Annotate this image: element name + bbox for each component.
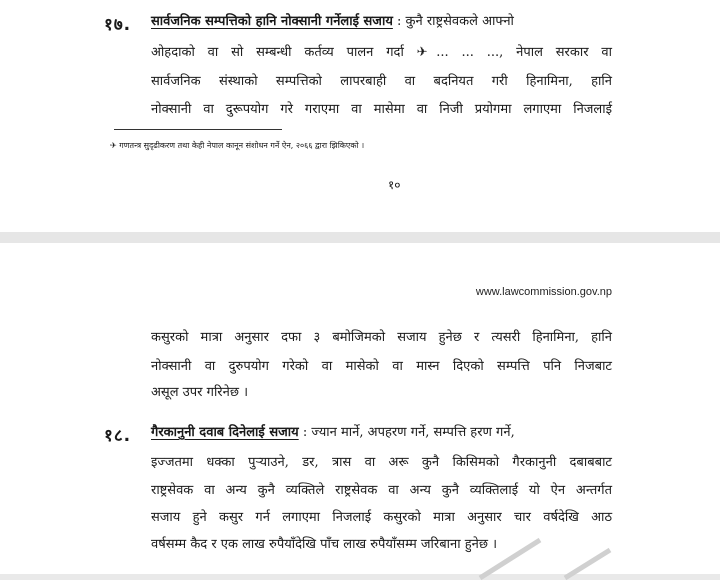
section-17-line-4: नोक्सानी वा दुरूपयोग गरे गराएमा वा मासेमा वा निजी प्रयोगमा लगाएमा निजलाई bbox=[151, 102, 612, 117]
section-18-number: १८. bbox=[104, 426, 132, 446]
continuation-line-2: नोक्सानी वा दुरुपयोग गरेको वा मासेको वा मास्न दिएको सम्पत्ति पनि निजबाट bbox=[151, 359, 612, 374]
continuation-line-3: असूल उपर गरिनेछ । bbox=[151, 385, 249, 400]
section-18-line-2: इज्जतमा धक्का पुऱ्याउने, डर, त्रास वा अरू कुनै किसिमको गैरकानुनी दबाबबाट bbox=[151, 455, 612, 470]
section-18-line-4: सजाय हुने कसुर गर्न लगाएमा निजलाई कसुरको मात्रा अनुसार चार वर्षदेखि आठ bbox=[151, 510, 612, 525]
section-18-first-line bbox=[151, 424, 612, 442]
section-17-line-3: सार्वजनिक संस्थाको सम्पत्तिको लापरबाही वा बदनियत गरी हिनामिना, हानि bbox=[151, 74, 612, 89]
section-18-line-3: राष्ट्रसेवक वा अन्य कुनै व्यक्तिले राष्ट्रसेवक वा अन्य कुनै व्यक्तिलाई यो ऐन अन्तर्गत bbox=[151, 483, 612, 498]
section-18-heading: गैरकानुनी दवाब दिनेलाई सजाय bbox=[151, 425, 299, 440]
section-18-line-5: वर्षसम्म कैद र एक लाख रुपैयाँदेखि पाँच लाख रुपैयाँसम्म जरिबाना हुनेछ । bbox=[151, 537, 498, 552]
section-17-line1-text: : कुनै राष्ट्रसेवकले आफ्नो bbox=[392, 14, 514, 29]
section-17-number: १७. bbox=[104, 15, 132, 35]
section-17-heading: सार्वजनिक सम्पत्तिको हानि नोक्सानी गर्नेलाई सजाय bbox=[151, 14, 393, 29]
section-18-line1-text: : ज्यान मार्ने, अपहरण गर्ने, सम्पत्ति हरण गर्ने, bbox=[298, 425, 515, 440]
section-17-first-line bbox=[151, 13, 612, 31]
section-17-line-2: ओहदाको वा सो सम्बन्धी कर्तव्य पालन गर्दा ✈... ... ..., नेपाल सरकार वा bbox=[151, 45, 612, 60]
page-number: १० bbox=[388, 178, 401, 192]
document-page-top bbox=[0, 0, 720, 232]
website-url: www.lawcommission.gov.np bbox=[475, 286, 612, 298]
page-gap bbox=[0, 232, 720, 243]
footnote-text: ✈ गणतन्त्र सुदृढीकरण तथा केही नेपाल कानून संशोधन गर्ने ऐन, २०६६ द्वारा झिकिएको । bbox=[110, 141, 365, 150]
footnote-divider bbox=[114, 129, 282, 130]
continuation-line-1: कसुरको मात्रा अनुसार दफा ३ बमोजिमको सजाय हुनेछ र त्यसरी हिनामिना, हानि bbox=[151, 330, 612, 345]
watermark-stroke bbox=[470, 520, 630, 580]
